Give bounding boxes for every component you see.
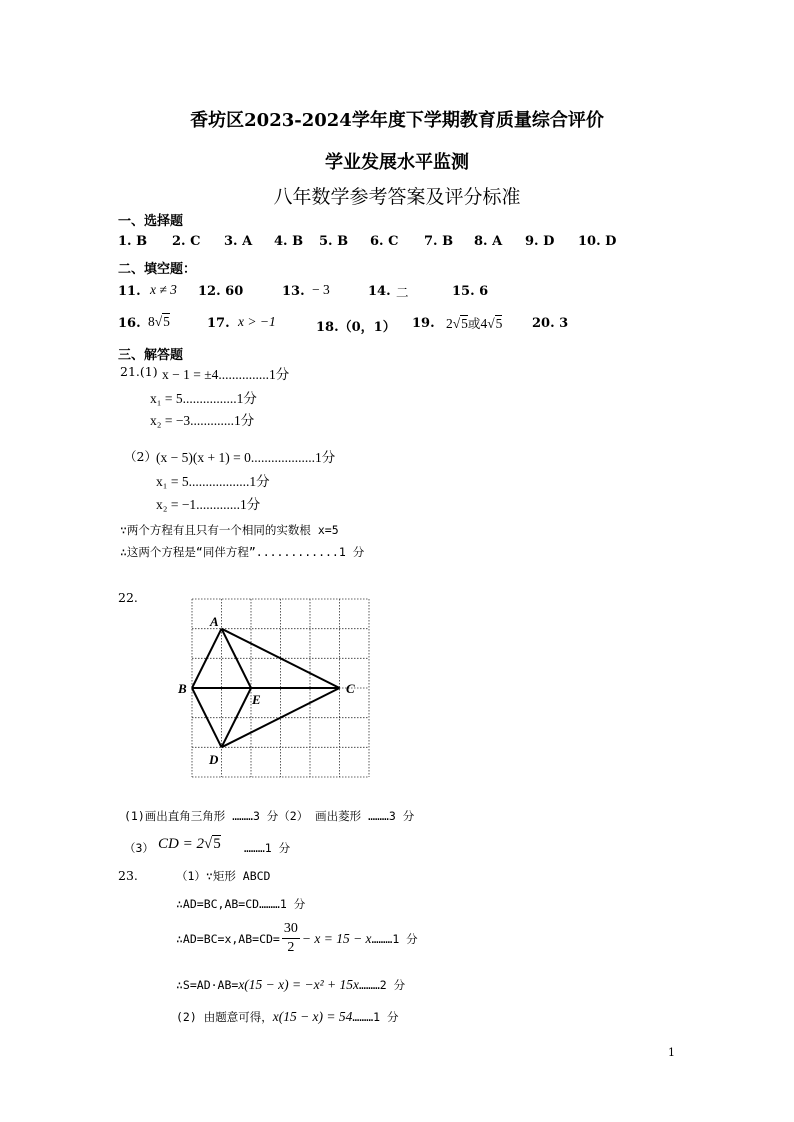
q23-number: 23. xyxy=(118,868,138,883)
q23-line4 xyxy=(176,974,405,993)
fill-q14-answer: 二 xyxy=(396,285,409,300)
point-label-E: E xyxy=(252,692,261,707)
fill-q19-coef2: 4 xyxy=(480,316,488,331)
figure-segments xyxy=(192,629,340,748)
q22-part3-answer xyxy=(158,836,221,853)
section-heading-solve: 三、解答题 xyxy=(118,348,184,363)
q22-grid-figure xyxy=(176,596,376,780)
q21-line4: (x − 5)(x + 1) = 0...................1分 xyxy=(156,450,336,465)
fill-q11-label: 11. xyxy=(118,284,141,299)
q22-part3-score: ………1 分 xyxy=(244,841,291,855)
q22-number: 22. xyxy=(118,590,138,605)
q23-line2: ∴AD=BC,AB=CD………1 分 xyxy=(176,897,306,911)
fill-q19-rad2: 5 xyxy=(495,316,503,331)
q23-line4-prefix: ∴S=AD·AB= xyxy=(176,978,239,992)
q23-line1: （1）∵矩形 ABCD xyxy=(176,869,271,883)
fill-q16-answer xyxy=(148,314,170,330)
mc-answer-3: 3. A xyxy=(224,234,253,249)
fill-q16-label: 16. xyxy=(118,316,141,331)
q23-line5-score: ………1 分 xyxy=(352,1010,399,1024)
sqrt-icon: √ xyxy=(203,836,213,852)
q23-line4-math: x(15 − x) = −x² + 15x xyxy=(238,977,360,992)
q21-line1: x − 1 = ±4...............1分 xyxy=(162,367,290,382)
q23-line3 xyxy=(176,922,418,955)
q23-line5-math: x(15 − x) = 54 xyxy=(272,1009,353,1024)
fill-q20: 20. 3 xyxy=(532,316,569,331)
fill-q19-answer xyxy=(446,314,502,332)
section-heading-choice: 一、选择题 xyxy=(118,214,184,229)
title-main: 香坊区2023-2024学年度下学期教育质量综合评价 xyxy=(190,110,604,131)
fill-q12: 12. 60 xyxy=(198,284,244,299)
sqrt-icon: √ xyxy=(487,316,495,331)
mc-answer-2: 2. C xyxy=(172,234,201,249)
mc-answer-10: 10. D xyxy=(578,234,617,249)
fill-q17-answer: x > −1 xyxy=(238,314,276,329)
fill-q19-coef1: 2 xyxy=(446,316,453,331)
fill-q13-label: 13. xyxy=(282,284,305,299)
q21-line5: x₁ = 5..................1分 xyxy=(156,474,270,489)
mc-answer-8: 8. A xyxy=(474,234,503,249)
fraction-denominator: 2 xyxy=(287,940,295,955)
q23-line5-prefix: (2) 由题意可得， xyxy=(176,1010,273,1024)
fill-q16-radicand: 5 xyxy=(163,314,170,329)
q22-cd-expr: CD = 2 xyxy=(158,836,204,852)
q21-part1-label: 21.(1) xyxy=(120,364,158,379)
point-label-D: D xyxy=(209,752,219,767)
title-sub: 学业发展水平监测 xyxy=(325,152,469,173)
q22-part3-label: （3） xyxy=(124,841,154,855)
mc-answer-7: 7. B xyxy=(424,234,454,249)
q22-score-line1: (1)画出直角三角形 ………3 分（2） 画出菱形 ………3 分 xyxy=(124,809,415,823)
q21-line2: x₁ = 5................1分 xyxy=(150,391,257,406)
sqrt-icon: √ xyxy=(154,314,163,329)
q21-part2-label: （2） xyxy=(124,449,157,464)
q23-line5 xyxy=(176,1006,399,1025)
q23-line3-rest: − x = 15 − x xyxy=(301,931,372,946)
fill-q19-label: 19. xyxy=(412,316,435,331)
fill-q19-or: 或 xyxy=(467,317,481,331)
fill-q13-answer: − 3 xyxy=(312,282,330,297)
fill-q17-label: 17. xyxy=(207,316,230,331)
point-label-C: C xyxy=(346,681,355,696)
point-label-A: A xyxy=(210,614,219,629)
mc-answer-9: 9. D xyxy=(525,234,555,249)
mc-answer-4: 4. B xyxy=(274,234,304,249)
sqrt-icon: √ xyxy=(452,316,461,331)
fill-q19-rad1: 5 xyxy=(461,316,468,331)
q23-line3-score: ………1 分 xyxy=(371,932,418,946)
fill-q16-coef: 8 xyxy=(148,314,155,329)
title-answer-key: 八年数学参考答案及评分标准 xyxy=(273,186,521,208)
point-label-B: B xyxy=(178,681,187,696)
fill-q11-answer: x ≠ 3 xyxy=(150,282,177,297)
fill-q18: 18.（0，1） xyxy=(316,320,396,335)
fraction-30-over-2 xyxy=(282,922,300,955)
q21-line8: ∴这两个方程是“同伴方程”............1 分 xyxy=(120,545,365,559)
q22-cd-radicand: 5 xyxy=(213,836,221,852)
page-number: 1 xyxy=(668,1046,675,1059)
q23-line3-prefix: ∴AD=BC=x,AB=CD= xyxy=(176,932,280,946)
fill-q15: 15. 6 xyxy=(452,284,489,299)
q21-line6: x₂ = −1.............1分 xyxy=(156,497,261,512)
fill-q14-label: 14. xyxy=(368,284,391,299)
fraction-numerator: 30 xyxy=(282,922,300,939)
q23-line4-score: ………2 分 xyxy=(359,978,406,992)
q21-line7: ∵两个方程有且只有一个相同的实数根 x=5 xyxy=(120,523,339,537)
mc-answer-1: 1. B xyxy=(118,234,148,249)
q21-line3: x₂ = −3.............1分 xyxy=(150,413,255,428)
mc-answer-5: 5. B xyxy=(319,234,349,249)
mc-answer-6: 6. C xyxy=(370,234,399,249)
section-heading-fill: 二、填空题： xyxy=(118,262,197,277)
